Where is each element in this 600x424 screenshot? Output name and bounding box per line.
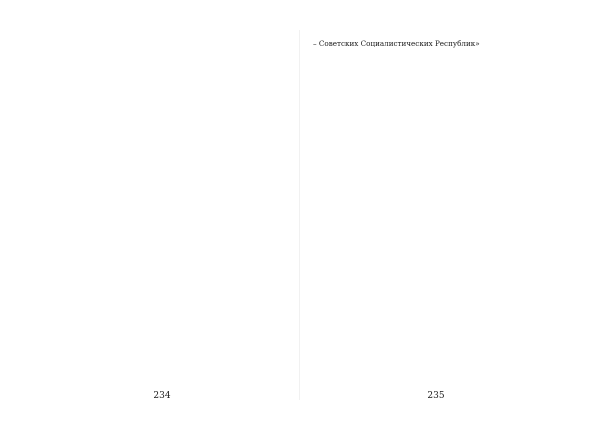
page-number-left: 234: [153, 391, 171, 401]
right-cyrillic-line: [313, 38, 559, 50]
right-page: [313, 38, 559, 388]
page-number-right: 235: [427, 391, 445, 401]
page-gutter: [299, 30, 300, 400]
left-page: [44, 38, 290, 388]
cyrillic-fragment: – Советских Социалистических Республик»: [313, 39, 480, 48]
